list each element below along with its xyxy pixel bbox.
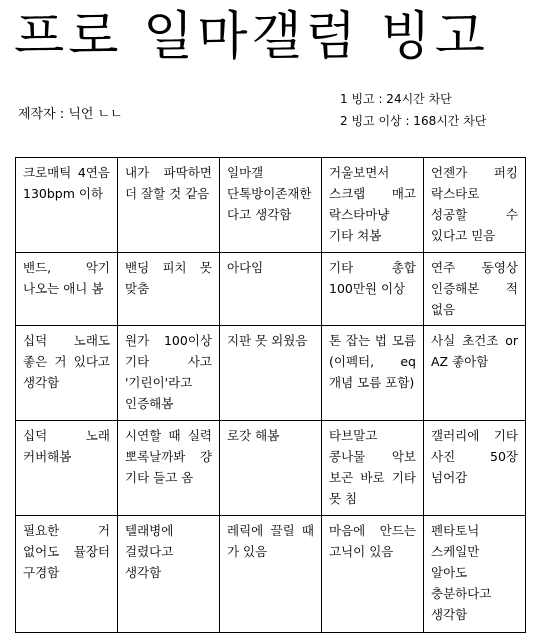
bingo-row xyxy=(16,326,526,421)
bingo-cell: 갤러리에 기타 사진 50장 넘어감 xyxy=(424,421,526,516)
bingo-cell: 거울보면서 스크랩 매고 락스타마냥 기타 쳐봄 xyxy=(322,158,424,253)
bingo-cell: 기타 총합 100만원 이상 xyxy=(322,253,424,326)
bingo-cell: 마음에 안드는 고닉이 있음 xyxy=(322,516,424,633)
bingo-cell: 필요한 거 없어도 뮬장터 구경함 xyxy=(16,516,118,633)
bingo-cell: 십덕 노래도 좋은 거 있다고 생각함 xyxy=(16,326,118,421)
bingo-cell: 로갓 해봄 xyxy=(220,421,322,516)
bingo-row xyxy=(16,253,526,326)
rule-two-bingo: 2 빙고 이상 : 168시간 차단 xyxy=(340,114,487,128)
bingo-board xyxy=(15,157,526,633)
bingo-cell: 톤 잡는 법 모름 (이펙터, eq 개념 모름 포함) xyxy=(322,326,424,421)
bingo-cell: 펜타토닉 스케일만 알아도 충분하다고 생각함 xyxy=(424,516,526,633)
bingo-cell: 지판 못 외웠음 xyxy=(220,326,322,421)
bingo-cell: 연주 동영상 인증해본 적 없음 xyxy=(424,253,526,326)
bingo-row xyxy=(16,516,526,633)
bingo-cell: 타브말고 콩나물 악보 보곤 바로 기타 못 침 xyxy=(322,421,424,516)
bingo-row xyxy=(16,158,526,253)
bingo-cell: 레릭에 끌릴 때 가 있음 xyxy=(220,516,322,633)
bingo-cell: 텔래병에 걸렸다고 생각함 xyxy=(118,516,220,633)
bingo-row xyxy=(16,421,526,516)
bingo-board-body xyxy=(16,158,526,633)
page-title: 프로 일마갤럼 빙고 xyxy=(14,7,489,67)
bingo-cell: 일마갤 단톡방이존재한다고 생각함 xyxy=(220,158,322,253)
bingo-cell: 언젠가 퍼킹 락스타로 성공할 수 있다고 믿음 xyxy=(424,158,526,253)
bingo-cell: 밴드, 악기 나오는 애니 봄 xyxy=(16,253,118,326)
bingo-cell: 아다임 xyxy=(220,253,322,326)
bingo-cell: 크로매틱 4연음 130bpm 이하 xyxy=(16,158,118,253)
author-credit: 제작자 : 닉언 ㄴㄴ xyxy=(18,107,123,122)
bingo-cell: 원가 100이상 기타 사고 '기린이'라고 인증해봄 xyxy=(118,326,220,421)
bingo-cell: 내가 파딱하면 더 잘할 것 같음 xyxy=(118,158,220,253)
bingo-cell: 밴딩 피치 못 맞춤 xyxy=(118,253,220,326)
bingo-cell: 십덕 노래 커버해봄 xyxy=(16,421,118,516)
bingo-cell: 시연할 때 실력 뽀록날까봐 걍 기타 들고 옴 xyxy=(118,421,220,516)
bingo-cell: 사실 초건조 or AZ 좋아함 xyxy=(424,326,526,421)
penalty-rules xyxy=(340,88,486,132)
rule-one-bingo: 1 빙고 : 24시간 차단 xyxy=(340,92,452,106)
